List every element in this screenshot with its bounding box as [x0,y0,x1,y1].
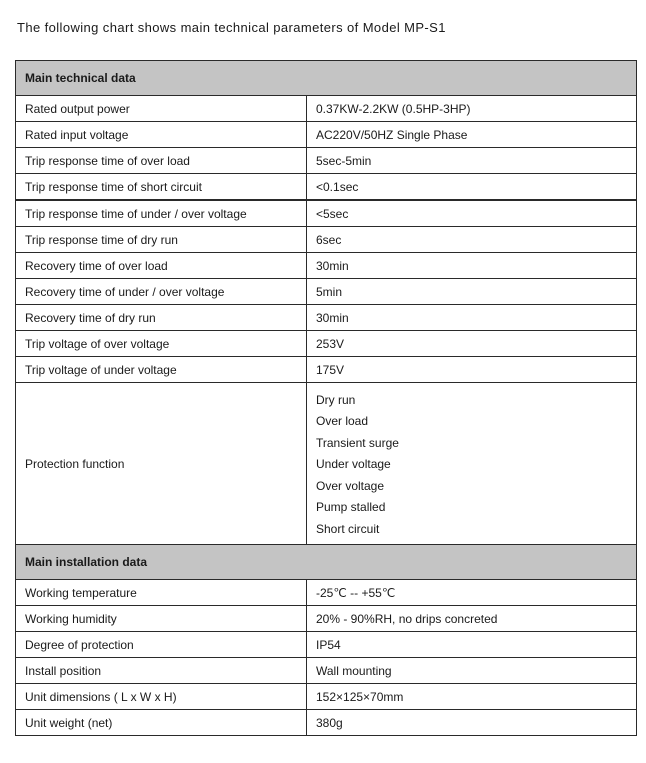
table-row [16,253,637,279]
table-row [16,227,637,253]
row-label: Trip response time of under / over voltage [16,200,307,227]
table-row [16,305,637,331]
section-header-installation [16,545,637,580]
row-value: -25℃ -- +55℃ [307,580,637,606]
row-value: 5min [307,279,637,305]
row-label: Trip response time of over load [16,148,307,174]
row-value: 5sec-5min [307,148,637,174]
table-row [16,174,637,201]
row-label: Trip response time of short circuit [16,174,307,201]
row-value: 253V [307,331,637,357]
row-label: Unit dimensions ( L x W x H) [16,684,307,710]
row-label: Install position [16,658,307,684]
row-label: Working humidity [16,606,307,632]
table-row [16,710,637,736]
row-value: Wall mounting [307,658,637,684]
intro-text: The following chart shows main technical parameters of Model MP-S1 [17,20,446,35]
row-value: 20% - 90%RH, no drips concreted [307,606,637,632]
table-row [16,632,637,658]
list-item: Dry run [316,392,356,407]
table-row [16,122,637,148]
row-label: Protection function [16,383,307,545]
row-value: 30min [307,253,637,279]
table-row [16,148,637,174]
row-label: Working temperature [16,580,307,606]
table-row [16,331,637,357]
row-value: 6sec [307,227,637,253]
table-row [16,684,637,710]
list-item: Over voltage [316,478,385,493]
row-value: AC220V/50HZ Single Phase [307,122,637,148]
row-value: <0.1sec [307,174,637,201]
row-label: Recovery time of dry run [16,305,307,331]
row-label: Recovery time of over load [16,253,307,279]
table-row [16,200,637,227]
table-row [16,580,637,606]
table-row [16,96,637,122]
row-value: IP54 [307,632,637,658]
row-label: Recovery time of under / over voltage [16,279,307,305]
table-row [16,279,637,305]
list-item: Transient surge [316,435,399,450]
row-value: 175V [307,357,637,383]
section-title: Main installation data [16,545,637,580]
row-value: <5sec [307,200,637,227]
section-title: Main technical data [16,61,637,96]
row-value: 0.37KW-2.2KW (0.5HP-3HP) [307,96,637,122]
table-row [16,658,637,684]
row-label: Trip voltage of under voltage [16,357,307,383]
spec-table [15,60,637,736]
protection-list [307,383,637,545]
protection-row [16,383,637,545]
list-item: Pump stalled [316,500,386,515]
row-value: 152×125×70mm [307,684,637,710]
row-value: 30min [307,305,637,331]
row-label: Unit weight (net) [16,710,307,736]
row-value: 380g [307,710,637,736]
table-row [16,606,637,632]
list-item: Under voltage [316,457,391,472]
table-row [16,357,637,383]
row-label: Trip voltage of over voltage [16,331,307,357]
section-header-technical [16,61,637,96]
list-item: Over load [316,414,369,429]
row-label: Rated output power [16,96,307,122]
row-label: Trip response time of dry run [16,227,307,253]
list-item: Short circuit [316,521,380,536]
row-label: Rated input voltage [16,122,307,148]
row-label: Degree of protection [16,632,307,658]
